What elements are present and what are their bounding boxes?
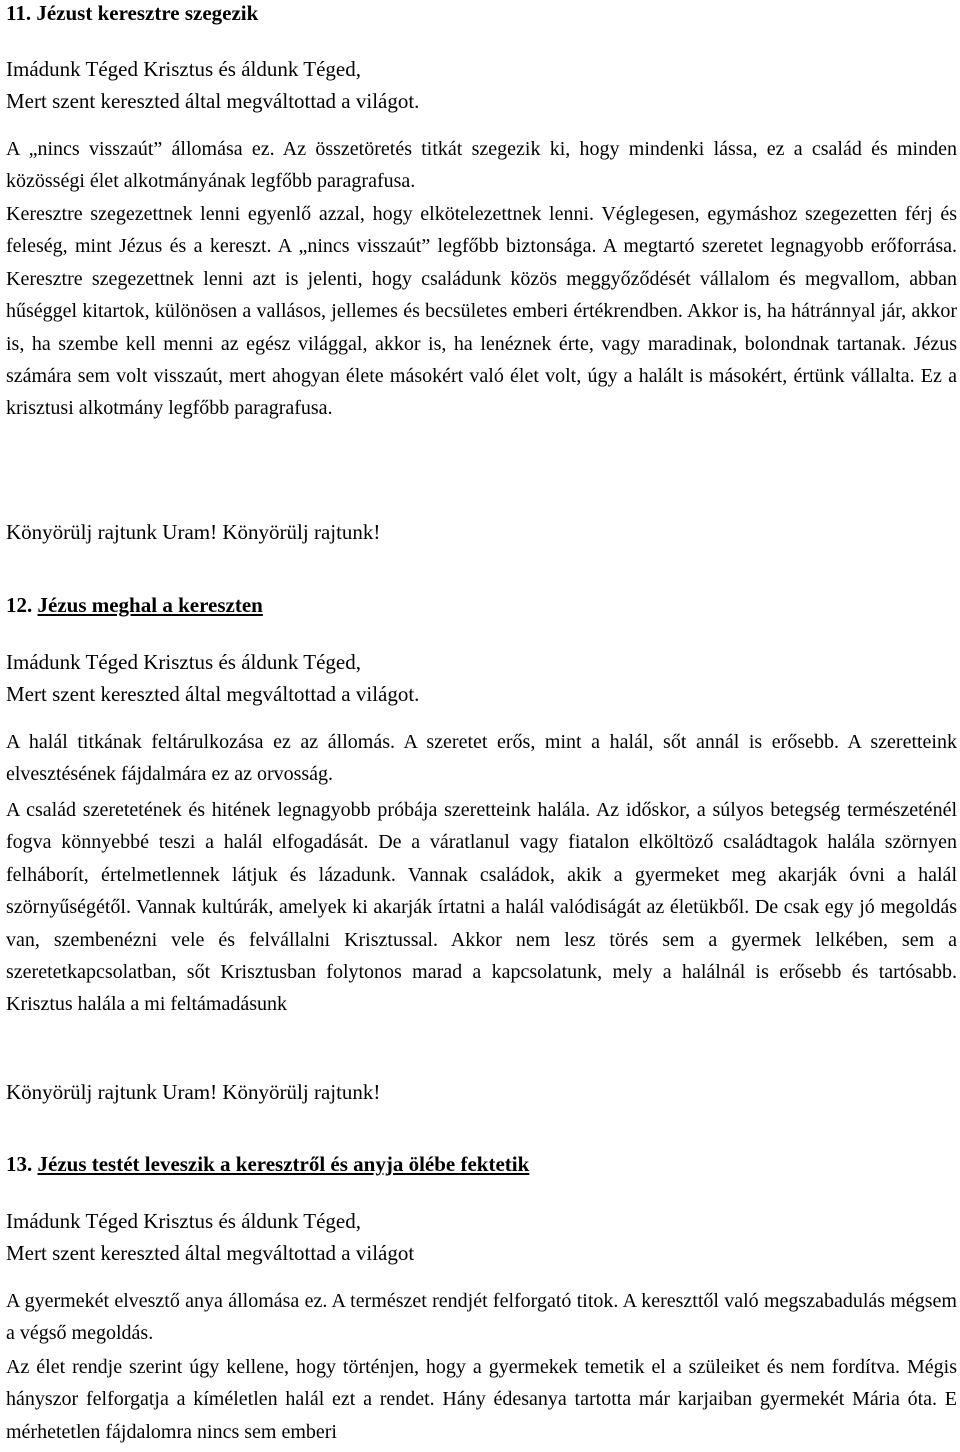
paragraph: A halál titkának feltárulkozása ez az állomás. A szeretet erős, mint a halál, sőt annál is erősebb. A szeretteink elvesztésének fájdalmára ez az orvosság. <box>6 731 957 786</box>
station-title <box>6 1151 957 1177</box>
station-title-text: Jézus testét leveszik a keresztről és anyja ölébe fektetik <box>37 1152 530 1176</box>
prayer-12 <box>6 646 957 710</box>
station-title <box>6 0 957 26</box>
station-number: 12. <box>6 593 33 617</box>
paragraph-13-1 <box>6 1285 957 1350</box>
prayer-13 <box>6 1205 957 1269</box>
paragraph-12-1 <box>6 726 957 791</box>
station-title-text: Jézus meghal a kereszten <box>37 593 263 617</box>
prayer-line: Mert szent kereszted által megváltottad a világot. <box>6 682 420 706</box>
response-11 <box>6 516 957 548</box>
station-title-text: Jézust keresztre szegezik <box>36 1 259 25</box>
prayer <box>6 646 957 710</box>
prayer-line: Mert szent kereszted által megváltottad a világot. <box>6 89 420 113</box>
paragraph: A gyermekét elvesztő anya állomása ez. A természet rendjét felforgató titok. A kereszttől való megszabadulás mégsem a végső megoldás. <box>6 1290 957 1345</box>
station-13 <box>6 1151 957 1177</box>
station-number: 11. <box>6 1 32 25</box>
prayer <box>6 1205 957 1269</box>
paragraph-11-1 <box>6 133 957 198</box>
prayer-line: Mert szent kereszted által megváltottad a világot <box>6 1241 415 1265</box>
prayer-line: Imádunk Téged Krisztus és áldunk Téged, <box>6 650 361 674</box>
response: Könyörülj rajtunk Uram! Könyörülj rajtunk! <box>6 1080 381 1104</box>
prayer-line: Imádunk Téged Krisztus és áldunk Téged, <box>6 1209 361 1233</box>
prayer-line: Imádunk Téged Krisztus és áldunk Téged, <box>6 57 361 81</box>
station-12 <box>6 592 957 618</box>
station-title <box>6 592 957 618</box>
paragraph: Keresztre szegezettnek lenni egyenlő azzal, hogy elkötelezettnek lenni. Véglegesen, egymáshoz szegezetten férj és feleség, mint Jézus és a kereszt. A „nincs visszaút” legfőbb biztonsága. A megtartó szeretet legnagyobb erőforrása. Keresztre szegezettnek lenni azt is jelenti, hogy családunk közös meggyőződését vállalom és megvallom, abban hűséggel kitartok, különösen a vallásos, jellemes és becsületes emberi értékrendben. Akkor is, ha hátránnyal jár, akkor is, ha szembe kell menni az egész világgal, akkor is, ha lenéznek érte, vagy maradinak, bolondnak tartanak. Jézus számára sem volt visszaút, mert ahogyan élete másokért való élet volt, úgy a halált is másokért, értünk vállalta. Ez a krisztusi alkotmány legfőbb paragrafusa. <box>6 203 957 420</box>
paragraph-11-2 <box>6 198 957 425</box>
station-11 <box>6 0 957 26</box>
response: Könyörülj rajtunk Uram! Könyörülj rajtunk! <box>6 520 381 544</box>
paragraph-12-2 <box>6 794 957 1021</box>
response-12 <box>6 1076 957 1108</box>
paragraph: Az élet rendje szerint úgy kellene, hogy történjen, hogy a gyermekek temetik el a szüleiket és nem fordítva. Mégis hányszor felforgatja a kíméletlen halál ezt a rendet. Hány édesanya tartotta már karjaiban gyermekét Mária óta. E mérhetetlen fájdalomra nincs sem emberi <box>6 1356 957 1443</box>
prayer-11 <box>6 53 957 117</box>
paragraph: A család szeretetének és hitének legnagyobb próbája szeretteink halála. Az időskor, a súlyos betegség természeténél fogva könnyebbé teszi a halál elfogadását. De a váratlanul vagy fiatalon elköltöző családtagok halála szörnyen felháborít, értelmetlennek látjuk és lázadunk. Vannak családok, akik a gyermeket meg akarják óvni a halál szörnyűségétől. Vannak kultúrák, amelyek ki akarják írtatni a halál valódiságát az életükből. De csak egy jó megoldás van, szembenézni vele és felvállalni Krisztussal. Akkor nem lesz törés sem a gyermek lelkében, sem a szeretetkapcsolatban, sőt Krisztusban folytonos marad a kapcsolatunk, mely a halálnál is erősebb és tartósabb. Krisztus halála a mi feltámadásunk <box>6 799 957 1016</box>
paragraph-13-2 <box>6 1351 957 1448</box>
station-number: 13. <box>6 1152 33 1176</box>
prayer <box>6 53 957 117</box>
paragraph: A „nincs visszaút” állomása ez. Az összetöretés titkát szegezik ki, hogy mindenki lássa, ez a család és minden közösségi élet alkotmányának legfőbb paragrafusa. <box>6 138 957 193</box>
